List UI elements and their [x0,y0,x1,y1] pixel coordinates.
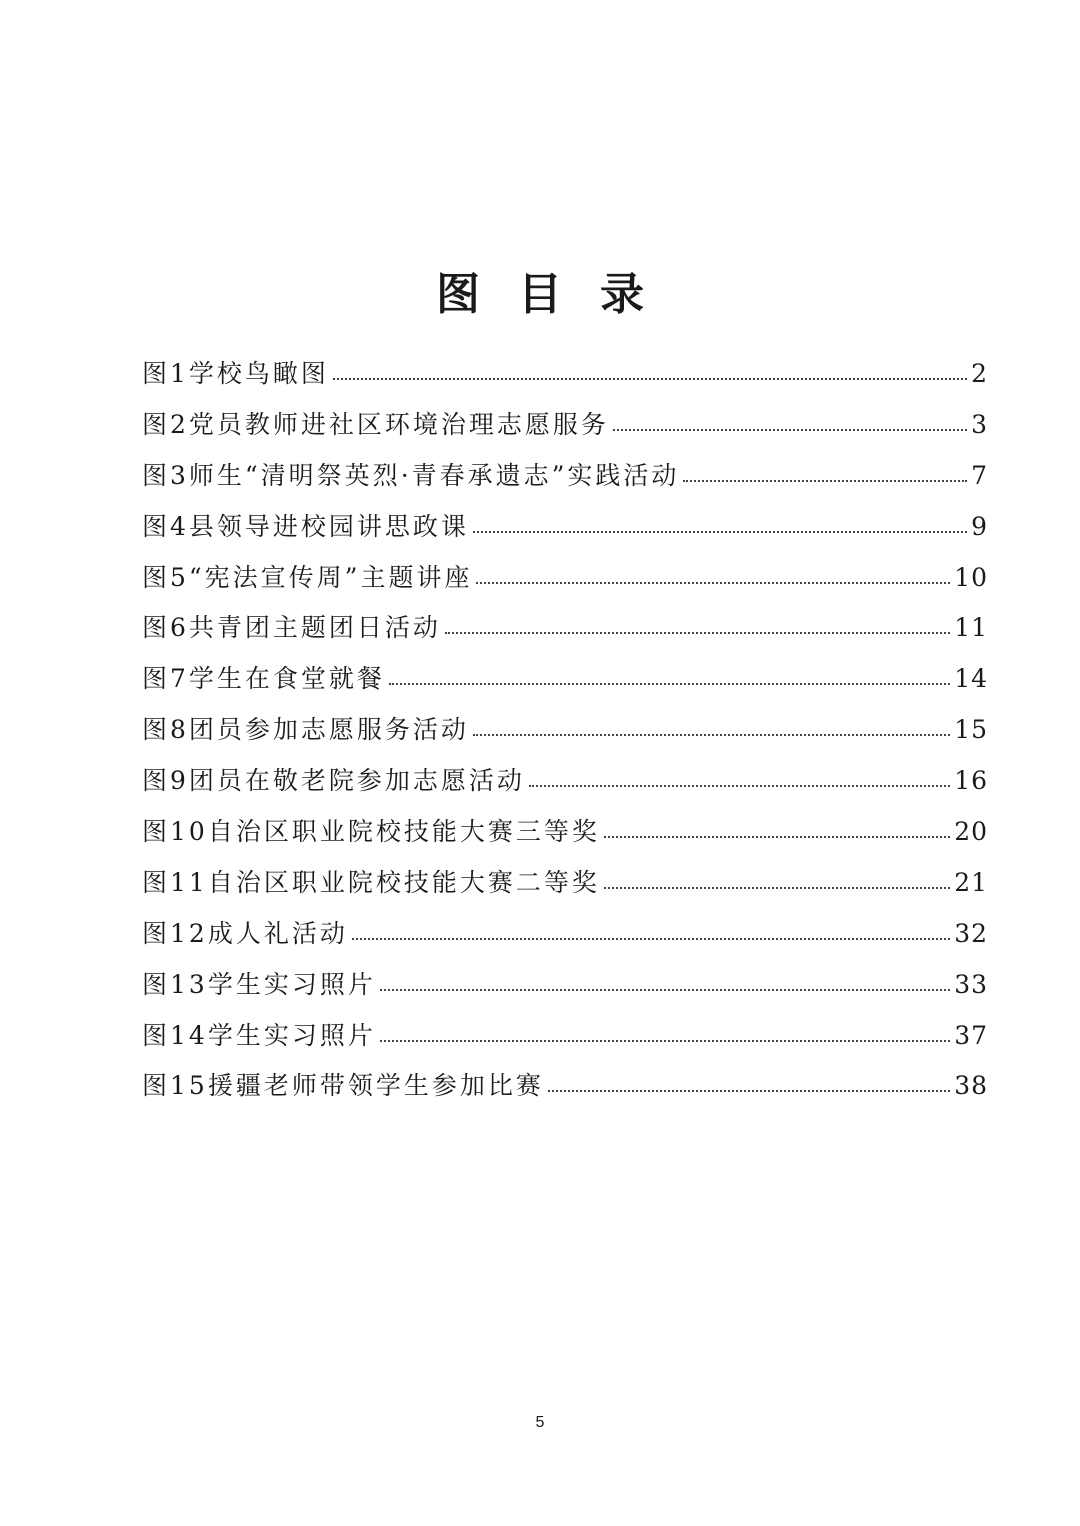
figure-page: 11 [954,613,988,643]
figure-title: 县领导进校园讲思政课 [188,511,469,541]
figure-title: 自治区职业院校技能大赛三等奖 [207,817,600,847]
figure-page: 15 [954,715,988,745]
figure-label: 图15 [142,1071,208,1101]
figure-title: 团员参加志愿服务活动 [188,715,469,745]
figure-title: 援疆老师带领学生参加比赛 [207,1071,544,1101]
figure-page: 32 [954,918,988,948]
figure-label: 图7 [142,664,189,694]
figure-label: 图14 [142,1020,208,1050]
figure-title: 自治区职业院校技能大赛二等奖 [207,867,600,897]
dot-leader [473,718,950,738]
figure-title: 师生“清明祭英烈·青春承遗志”实践活动 [188,460,680,490]
dot-leader [604,820,950,840]
dot-leader [548,1074,950,1094]
page-number: 5 [535,1414,545,1431]
toc-entry[interactable] [142,553,988,604]
figure-title: 党员教师进社区环境治理志愿服务 [188,409,609,439]
dot-leader [380,973,950,993]
toc-entry[interactable] [142,400,988,451]
dot-leader [683,464,967,484]
toc-entry[interactable] [142,909,988,960]
dot-leader [604,871,950,891]
figure-title: 学生实习照片 [207,969,376,999]
figure-label: 图12 [142,918,208,948]
dot-leader [445,616,950,636]
figure-page: 7 [971,460,988,490]
toc-entry[interactable] [142,960,988,1011]
figure-label: 图5 [142,562,189,592]
figure-title: 团员在敬老院参加志愿活动 [188,766,525,796]
toc-entry[interactable] [142,654,988,705]
figure-page: 38 [954,1071,988,1101]
figure-page: 20 [954,817,988,847]
toc-entry[interactable] [142,756,988,807]
figure-page: 37 [954,1020,988,1050]
figure-label: 图11 [142,867,208,897]
figure-title: 学生实习照片 [207,1020,376,1050]
dot-leader [333,362,967,382]
figure-page: 14 [954,664,988,694]
toc-entry[interactable] [142,502,988,553]
figure-page: 16 [954,766,988,796]
toc-entry[interactable] [142,603,988,654]
toc-entry[interactable] [142,705,988,756]
figure-title: 学校鸟瞰图 [188,359,329,388]
figure-title: “宪法宣传周”主题讲座 [188,562,473,592]
figure-page: 21 [954,867,988,897]
figure-label: 图1 [142,359,189,388]
toc-entry[interactable] [142,1011,988,1062]
figure-page: 33 [954,969,988,999]
figure-page: 9 [971,511,988,541]
figure-label: 图10 [142,817,208,847]
figure-label: 图8 [142,715,189,745]
figure-label: 图3 [142,460,189,490]
figure-page: 10 [954,562,988,592]
figure-title: 学生在食堂就餐 [188,664,385,694]
toc-entry[interactable] [142,1061,988,1112]
dot-leader [613,413,967,433]
toc-entry[interactable] [142,451,988,502]
figure-label: 图4 [142,511,189,541]
figure-label: 图13 [142,969,208,999]
dot-leader [476,566,950,586]
toc-entry[interactable] [142,807,988,858]
toc-entry[interactable] [142,349,988,400]
dot-leader [389,667,950,687]
dot-leader [529,769,950,789]
figure-page: 2 [971,359,988,388]
figure-list [142,349,988,1112]
page-title: 图目录 [436,269,682,321]
figure-page: 3 [971,409,988,439]
dot-leader [473,515,967,535]
toc-entry[interactable] [142,858,988,909]
figure-label: 图2 [142,409,189,439]
dot-leader [380,1024,950,1044]
figure-title: 共青团主题团日活动 [188,613,441,643]
dot-leader [352,922,950,942]
figure-label: 图6 [142,613,189,643]
figure-title: 成人礼活动 [207,918,348,948]
figure-label: 图9 [142,766,189,796]
